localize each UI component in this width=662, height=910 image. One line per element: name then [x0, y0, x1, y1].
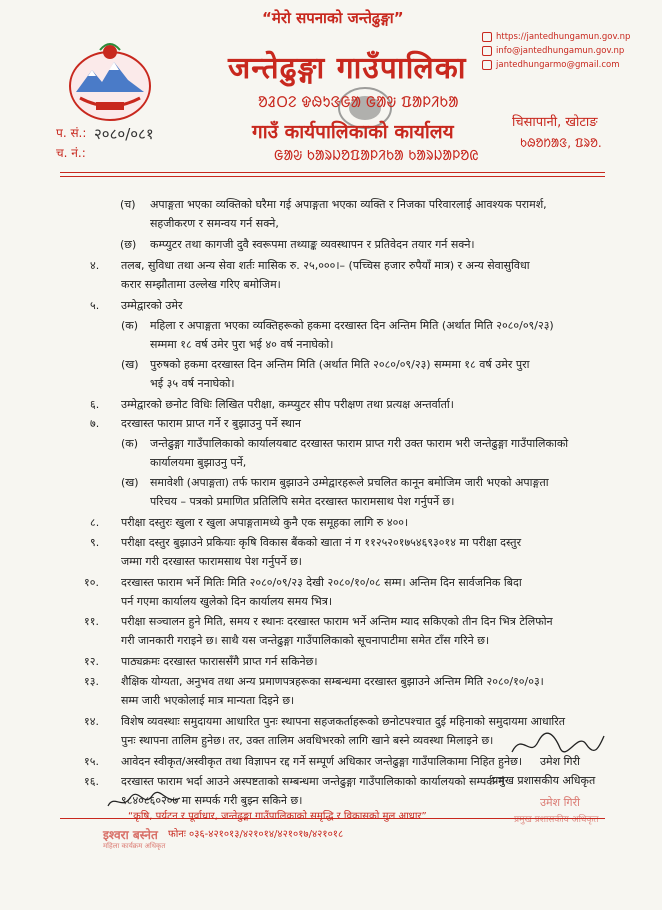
notice-line: महिला र अपाङ्गता भएका व्यक्तिहरूको हकमा दरखास्त दिन अन्तिम मिति (अर्थात मिति २०८०/०९/२३) [150, 319, 554, 332]
officer-stamp-post: महिला कार्यक्रम अधिकृत [103, 842, 166, 850]
notice-line: सम्ममा १८ वर्ष उमेर पुरा भई ४० वर्ष ननाघेको। [150, 338, 334, 351]
notice-line: ४. [90, 259, 100, 272]
letterhead [0, 0, 662, 165]
office-subtitle-script: ᱜᱟᱶ ᱠᱟᱨᱡᱚᱯᱟᱞᱤᱠᱟ ᱠᱟᱨᱡᱟᱞᱚᱭ [274, 148, 479, 164]
header-divider-thin [60, 176, 605, 177]
footer-phones: फोनः ०३६-४२१०१३/४२१०१४/४२१०१७/४२१०१८ [168, 829, 344, 840]
notice-line: (छ) [120, 238, 137, 251]
notice-line: ६. [90, 398, 100, 411]
footer-motto: “कृषि, पर्यटन र पूर्वाधार, जन्तेढुङ्गा गाउँपालिकाको समृद्धि र विकासको मुल आधार” [128, 811, 427, 822]
office-name-script: ᱚᱲᱛᱮ ᱫᱷᱩᱝᱜᱟ ᱜᱟᱶ ᱯᱟᱞᱤᱠᱟ [258, 93, 459, 111]
email-row [482, 44, 630, 58]
nepal-emblem-icon [62, 40, 158, 124]
notice-line: (ख) [121, 358, 139, 371]
signatory-post: प्रमुख प्रशासकीय अधिकृत [492, 774, 596, 787]
notice-line: सम्म जारी भएकोलाई मात्र मान्यता दिइने छ। [121, 694, 295, 707]
address-line-script: ᱠᱷᱚᱴᱟᱝ, ᱯᱨᱚ. [520, 136, 602, 150]
notice-line: अपाङ्गता भएका व्यक्तिको घरैमा गई अपाङ्गता भएका व्यक्ति र निजका परिवारलाई आवश्यक परामर्श, [150, 198, 547, 211]
notice-line: गरी जानकारी गराइने छ। साथै यस जन्तेढुङ्गा गाउँपालिकाको सूचनापाटीमा समेत टाँस गरिने छ। [121, 634, 490, 647]
stamp-post: प्रमुख प्रशासकीय अधिकृत [514, 815, 599, 825]
notice-line: सहजीकरण र समन्वय गर्न सक्ने, [150, 217, 279, 230]
notice-line: १४. [84, 715, 99, 728]
notice-line: परीक्षा दस्तुर बुझाउने प्रकियाः कृषि विकास बैंकको खाता नं ग ११२५२०१७५४६९३०१४ मा परीक्षा दस्तुर [121, 536, 522, 549]
notice-line: (च) [120, 198, 136, 211]
ref-ps-label: प. सं.: [56, 126, 87, 140]
notice-line: १३. [84, 675, 99, 688]
notice-line: पर्न गएमा कार्यालय खुलेको दिन कार्यालय समय भित्र। [121, 595, 333, 608]
notice-line: करार सम्झौतामा उल्लेख गरिए बमोजिम। [121, 278, 281, 291]
ref-ps-value: २०८०/०८१ [94, 125, 154, 143]
notice-line: परीक्षा सञ्चालन हुने मिति, समय र स्थानः दरखास्त फाराम भर्ने अन्तिम म्याद सकिएको तीन दिन भित्र टेलिफोन [121, 615, 553, 628]
mail-icon [482, 46, 492, 56]
office-subtitle: गाउँ कार्यपालिकाको कार्यालय [252, 121, 454, 143]
notice-line: कम्प्युटर तथा कागजी दुवै स्वरूपमा तथ्याङ्क व्यवस्थापन र प्रतिवेदन तयार गर्न सक्ने। [150, 238, 475, 251]
notice-line: भई ३५ वर्ष ननाघेको। [150, 377, 235, 390]
notice-line: आवेदन स्वीकृत/अस्वीकृत तथा विज्ञापन रद्द गर्ने सम्पूर्ण अधिकार जन्तेढुङ्गा गाउँपालिकामा निहित हुनेछ। [121, 755, 523, 768]
mail-icon [482, 60, 492, 70]
notice-line: १५. [84, 755, 99, 768]
notice-line: समावेशी (अपाङ्गता) तर्फ फाराम बुझाउने उम्मेद्वारहरूले प्रचलित कानून बमोजिम जारी भएको अपाङ्गता [150, 476, 549, 489]
notice-line: १६. [84, 775, 99, 788]
notice-line: तलब, सुविधा तथा अन्य सेवा शर्तः मासिक रु. २५,०००।– (पच्चिस हजार रुपैयाँ मात्र) र अन्य सेवासुविधा [121, 259, 530, 272]
notice-line: (क) [121, 319, 139, 332]
header-divider [60, 172, 605, 173]
notice-line: १०. [84, 576, 99, 589]
notice-line: ११. [84, 615, 99, 628]
notice-line: दरखास्त फाराम प्राप्त गर्ने र बुझाउनु पर्ने स्थान [121, 417, 302, 430]
email-link[interactable]: info@jantedhungamun.gov.np [496, 46, 625, 56]
notice-line: कार्यालयमा बुझाउनु पर्ने, [150, 456, 247, 469]
notice-line: दरखास्त फाराम भर्ने मितिः मिति २०८०/०९/२३ देखी २०८०/१०/०८ सम्म। अन्तिम दिन सार्वजनिक बिदा [121, 576, 522, 589]
website-link[interactable]: https://jantedhungamun.gov.np [496, 32, 631, 42]
notice-line: (क) [121, 437, 139, 450]
address-line: चिसापानी, खोटाङ [512, 115, 598, 130]
gmail-row [482, 58, 630, 72]
notice-line: पुनः स्थापना तालिम हुनेछ। तर, उक्त तालिम अवधिभरको लागि खाने बस्ने व्यवस्था मिलाइने छ। [121, 734, 494, 747]
website-row [482, 30, 630, 44]
notice-line: उम्मेद्वारको उमेर [121, 299, 183, 312]
notice-line: विशेष व्यवस्थाः समुदायमा आधारित पुनः स्थापना सहजकर्ताहरूको छनोटपश्चात दुई महिनाको समुदायमा आधारित [121, 715, 566, 728]
notice-line: ९. [90, 536, 100, 549]
notice-line: शैक्षिक योग्यता, अनुभव तथा अन्य प्रमाणपत्रहरूका सम्बन्धमा दरखास्त बुझाउने अन्तिम मिति २०८०/१०/०३। [121, 675, 544, 688]
notice-line: दरखास्त फाराम भर्दा आउने अस्पष्टताको सम्बन्धमा जन्तेढुङ्गा गाउँपालिकाको कार्यालयको सम्पर्क नं [121, 775, 505, 788]
notice-line: जम्मा गरी दरखास्त फारामसाथ पेश गर्नुपर्ने छ। [121, 555, 302, 568]
ref-cn-label: च. नं.: [56, 146, 86, 160]
notice-line: ७. [90, 417, 100, 430]
notice-line: पाठ्यक्रमः दरखास्त फाराससँगै प्राप्त गर्न सकिनेछ। [121, 655, 318, 668]
notice-line: पुरुषको हकमा दरखास्त दिन अन्तिम मिति (अर्थात मिति २०८०/०९/२३) सम्ममा १८ वर्ष उमेर पुरा [150, 358, 530, 371]
notice-line: (ख) [121, 476, 139, 489]
notice-line: परीक्षा दस्तुरः खुला र खुला अपाङ्गतामध्ये कुनै एक समूहका लागि रु ४००। [121, 516, 409, 529]
notice-line: जन्तेढुङ्गा गाउँपालिकाको कार्यालयबाट दरखास्त फाराम प्राप्त गरी उक्त फाराम भरी जन्तेढुङ्गा गाउँपालिकाको [150, 437, 569, 450]
stamp-name: उमेश गिरी [540, 796, 580, 809]
slogan: “मेरो सपनाको जन्तेढुङ्गा” [262, 9, 404, 27]
office-name: जन्तेढुङ्गा गाउँपालिका [228, 51, 467, 86]
notice-line: ५. [90, 299, 100, 312]
notice-line: परिचय – पत्रको प्रमाणित प्रतिलिपि समेत दरखास्त फारामसाथ पेश गर्नुपर्ने छ। [150, 495, 455, 508]
notice-line: १२. [84, 655, 99, 668]
gmail-link[interactable]: jantedhungarmo@gmail.com [496, 60, 620, 70]
contact-block [482, 30, 630, 72]
officer-stamp-name: इश्वरा बस्नेत [103, 828, 158, 842]
notice-line: ९८४०८६०२०७ मा सम्पर्क गरी बुझ्न सकिने छ। [121, 794, 303, 807]
globe-icon [482, 32, 492, 42]
notice-line: उम्मेद्वारको छनोट विधिः लिखित परीक्षा, कम्प्युटर सीप परीक्षण तथा प्रत्यक्ष अन्तर्वार्ता। [121, 398, 454, 411]
signatory-name: उमेश गिरी [540, 755, 580, 768]
notice-line: ८. [90, 516, 100, 529]
